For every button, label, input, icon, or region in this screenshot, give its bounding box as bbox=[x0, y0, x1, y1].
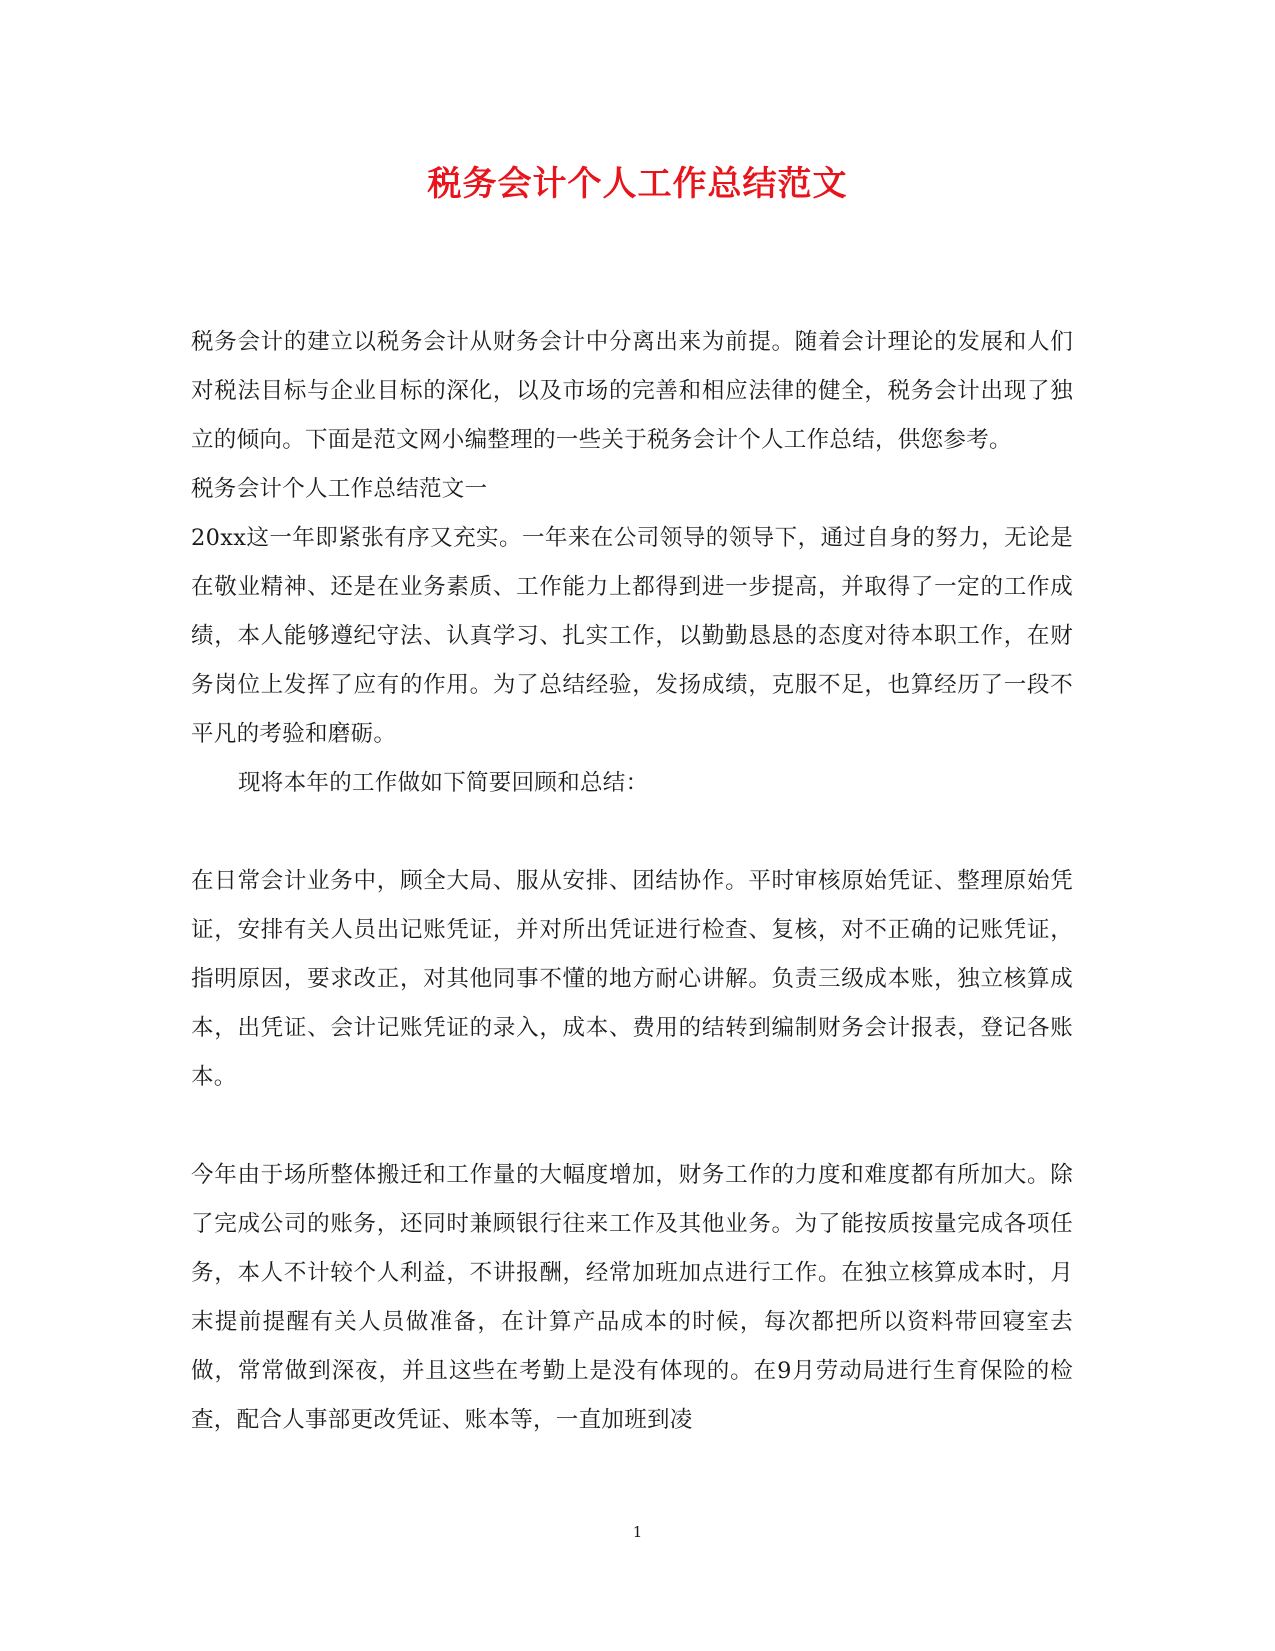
document-body bbox=[191, 318, 1073, 1445]
paragraph-spacer bbox=[191, 808, 1073, 857]
body-paragraph-4: 今年由于场所整体搬迁和工作量的大幅度增加，财务工作的力度和难度都有所加大。除了完成公司的账务，还同时兼顾银行往来工作及其他业务。为了能按质按量完成各项任务，本人不计较个人利益，不讲报酬，经常加班加点进行工作。在独立核算成本时，月末提前提醒有关人员做准备，在计算产品成本的时候，每次都把所以资料带回寝室去做，常常做到深夜，并且这些在考勤上是没有体现的。在9月劳动局进行生育保险的检查，配合人事部更改凭证、账本等，一直加班到凌 bbox=[191, 1162, 1073, 1433]
page-number: 1 bbox=[632, 1523, 643, 1541]
paragraph-spacer bbox=[191, 1102, 1073, 1151]
body-paragraph-1: 20xx这一年即紧张有序又充实。一年来在公司领导的领导下，通过自身的努力，无论是在敬业精神、还是在业务素质、工作能力上都得到进一步提高，并取得了一定的工作成绩，本人能够遵纪守法、认真学习、扎实工作，以勤勤恳恳的态度对待本职工作，在财务岗位上发挥了应有的作用。为了总结经验，发扬成绩，克服不足，也算经历了一段不平凡的考验和磨砺。 bbox=[191, 525, 1073, 747]
body-paragraph-3: 在日常会计业务中，顾全大局、服从安排、团结协作。平时审核原始凭证、整理原始凭证，安排有关人员出记账凭证，并对所出凭证进行检查、复核，对不正确的记账凭证，指明原因，要求改正，对其他同事不懂的地方耐心讲解。负责三级成本账，独立核算成本，出凭证、会计记账凭证的录入，成本、费用的结转到编制财务会计报表，登记各账本。 bbox=[191, 868, 1073, 1090]
intro-paragraph: 税务会计的建立以税务会计从财务会计中分离出来为前提。随着会计理论的发展和人们对税法目标与企业目标的深化，以及市场的完善和相应法律的健全，税务会计出现了独立的倾向。下面是范文网小编整理的一些关于税务会计个人工作总结，供您参考。 bbox=[191, 329, 1073, 453]
section-heading: 税务会计个人工作总结范文一 bbox=[191, 476, 488, 502]
body-paragraph-2: 现将本年的工作做如下简要回顾和总结： bbox=[238, 770, 649, 796]
document-title: 税务会计个人工作总结范文 bbox=[427, 164, 848, 204]
